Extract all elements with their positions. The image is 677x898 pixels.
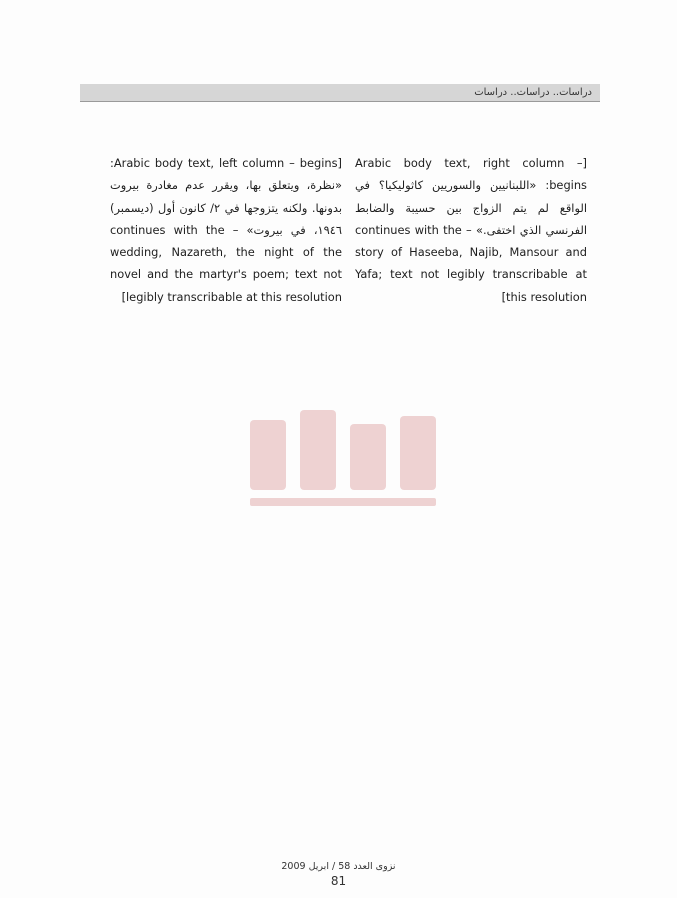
- text-column-left: [110, 152, 342, 872]
- text-column-right: [355, 152, 587, 872]
- page-number: 81: [330, 874, 347, 888]
- section-header-band: [80, 84, 600, 102]
- footer-issue-info: نزوى العدد 58 / ابريل 2009: [281, 861, 396, 872]
- column-left-text: [Arabic body text, left column – begins: «نظرة، ويتعلق بها، ويقرر عدم مغادرة بيروت بدونها. ولكنه يتزوجها في ٢/ كانون أول (ديسمبر) ١٩٤٦، في بيروت» – continues with the wedding, Nazareth, the night of the novel and the martyr's poem; text not legibly transcribable at this resolution]: [110, 156, 342, 304]
- column-right-text: [Arabic body text, right column – begins: «اللبنانيين والسوريين كاثوليكيا؟ في الواقع لم يتم الزواج بين حسيبة والضابط الفرنسي الذي اختفى.» – continues with the story of Haseeba, Najib, Mansour and Yafa; text not legibly transcribable at this resolution]: [355, 156, 587, 304]
- section-label: دراسات.. دراسات.. دراسات: [474, 87, 592, 98]
